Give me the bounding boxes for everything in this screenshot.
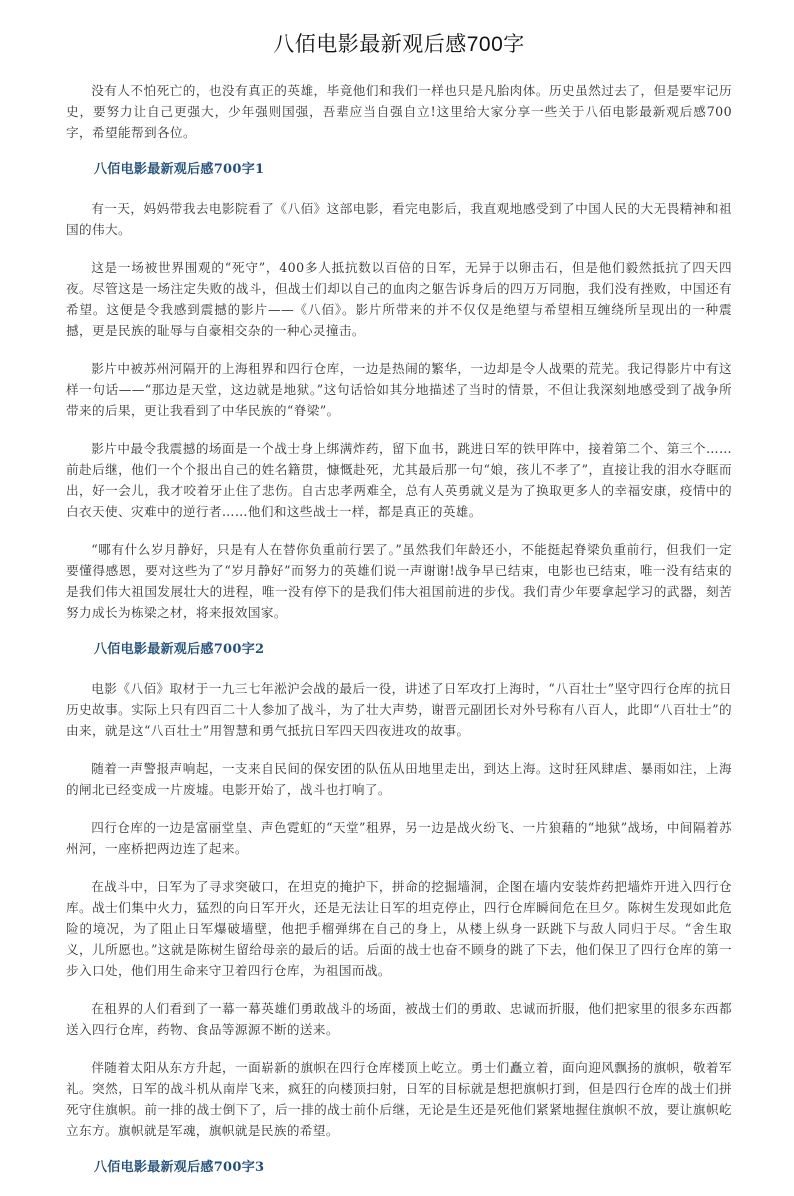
paragraph: 影片中被苏州河隔开的上海租界和四行仓库，一边是热闹的繁华，一边却是令人战栗的荒芜。我记得影片中有这样一句话——“那边是天堂，这边就是地狱。”这句话恰如其分地描述了当时的情景，不但让我深刻地感受到了战争所带来的后果，更让我看到了中华民族的“脊梁”。	[66, 361, 732, 418]
paragraph: 在租界的人们看到了一幕一幕英雄们勇敢战斗的场面，被战士们的勇敢、忠诚而折服，他们把家里的很多东西都送入四行仓库，药物、食品等源源不断的送来。	[66, 1001, 732, 1037]
paragraph: 伴随着太阳从东方升起，一面崭新的旗帜在四行仓库楼顶上屹立。勇士们矗立着，面向迎风飘扬的旗帜，敬着军礼。突然，日军的战斗机从南岸飞来，疯狂的向楼顶扫射，日军的目标就是想把旗帜打到，但是四行仓库的战士们拼死守住旗帜。前一排的战士倒下了，后一排的战士前仆后继，无论是生还是死他们紧紧地握住旗帜不放，要让旗帜屹立东方。旗帜就是军魂，旗帜就是民族的希望。	[66, 1060, 732, 1138]
document-page	[66, 30, 732, 1196]
paragraph: 影片中最令我震撼的场面是一个战士身上绑满炸药，留下血书，跳进日军的铁甲阵中，接着第二个、第三个……前赴后继，他们一个个报出自己的姓名籍贯，慷慨赴死，尤其最后那一句“娘，孩儿不孝了”，直接让我的泪水夺眶而出，好一会儿，我才咬着牙止住了悲伤。自古忠孝两难全，总有人英勇就义是为了换取更多人的幸福安康，疫情中的白衣天使、灾难中的逆行者……他们和这些战士一样，都是真正的英雄。	[66, 441, 732, 519]
paragraph: “哪有什么岁月静好，只是有人在替你负重前行罢了。”虽然我们年龄还小，不能挺起脊梁负重前行，但我们一定要懂得感恩，要对这些为了“岁月静好”而努力的英雄们说一声谢谢!战争早已结束，电影也已结束，唯一没有结束的是我们伟大祖国发展壮大的进程，唯一没有停下的是我们伟大祖国前进的步伐。我们青少年要拿起学习的武器，刻苦努力成长为栋梁之材，将来报效国家。	[66, 542, 732, 620]
section-heading-2: 八佰电影最新观后感700字2	[94, 642, 265, 657]
paragraph: 随着一声警报声响起，一支来自民间的保安团的队伍从田地里走出，到达上海。这时狂风肆虐、暴雨如注，上海的闸北已经变成一片废墟。电影开始了，战斗也打响了。	[66, 761, 732, 797]
paragraph: 四行仓库的一边是富丽堂皇、声色霓虹的“天堂”租界，另一边是战火纷飞、一片狼藉的“地狱”战场，中间隔着苏州河，一座桥把两边连了起来。	[66, 820, 732, 856]
paragraph: 在战斗中，日军为了寻求突破口，在坦克的掩护下，拼命的挖掘墙洞，企图在墙内安装炸药把墙炸开进入四行仓库。战士们集中火力，猛烈的向日军开火，还是无法让日军的坦克停止，四行仓库瞬间危在旦夕。陈树生发现如此危险的境况，为了阻止日军爆破墙壁，他把手榴弹绑在自己的身上，从楼上纵身一跃跳下与敌人同归于尽。“舍生取义，儿所愿也。”这就是陈树生留给母亲的最后的话。后面的战士也奋不顾身的跳了下去，他们保卫了四行仓库的第一步入口处，他们用生命来守卫着四行仓库，为祖国而战。	[66, 879, 732, 978]
intro-paragraph: 没有人不怕死亡的，也没有真正的英雄，毕竟他们和我们一样也只是凡胎肉体。历史虽然过去了，但是要牢记历史，要努力让自己更强大，少年强则国强，吾辈应当自强自立!这里给大家分享一些关于八佰电影最新观后感700字，希望能帮到各位。	[66, 83, 732, 140]
paragraph: 这是一场被世界围观的“死守”，400多人抵抗数以百倍的日军，无异于以卵击石，但是他们毅然抵抗了四天四夜。尽管这是一场注定失败的战斗，但战士们却以自己的血肉之躯告诉身后的四万万同胞，我们没有挫败，中国还有希望。这便是令我感到震撼的影片——《八佰》。影片所带来的并不仅仅是绝望与希望相互缠绕所呈现出的一种震撼，更是民族的耻辱与自豪相交杂的一种心灵撞击。	[66, 260, 732, 338]
paragraph: 有一天，妈妈带我去电影院看了《八佰》这部电影，看完电影后，我直观地感受到了中国人民的大无畏精神和祖国的伟大。	[66, 201, 732, 237]
document-title: 八佰电影最新观后感700字	[273, 33, 525, 56]
section-heading-3: 八佰电影最新观后感700字3	[94, 1160, 265, 1175]
paragraph: 电影《八佰》取材于一九三七年淞沪会战的最后一役，讲述了日军攻打上海时，“八百壮士”坚守四行仓库的抗日历史故事。实际上只有四百二十人参加了战斗，为了壮大声势，谢晋元副团长对外号称有八百人，此即“八百壮士”的由来，就是这“八百壮士”用智慧和勇气抵抗日军四天四夜进攻的故事。	[66, 681, 732, 738]
section-heading-1: 八佰电影最新观后感700字1	[94, 162, 265, 177]
